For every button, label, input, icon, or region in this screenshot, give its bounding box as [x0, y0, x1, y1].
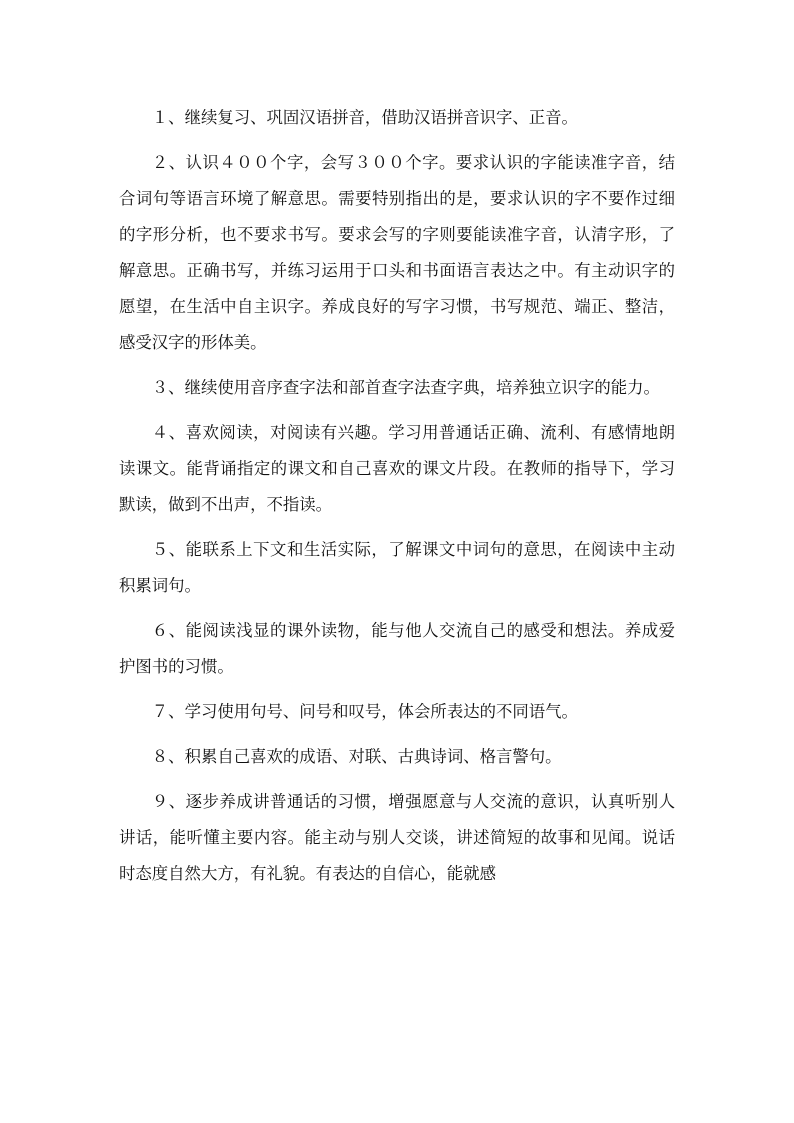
- document-body: [119, 100, 675, 901]
- paragraph-7: ７、学习使用句号、问号和叹号，体会所表达的不同语气。: [151, 702, 578, 721]
- paragraph-2: ２、认识４００个字，会写３００个字。要求认识的字能读准字音，结合词句等语言环境了解意思。需要特别指出的是，要求认识的字不要作过细的字形分析，也不要求书写。要求会写的字则要能读准字音，认清字形，了解意思。正确书写，并练习运用于口头和书面语言表达之中。有主动识字的愿望，在生活中自主识字。养成良好的写字习惯，书写规范、端正、整洁，感受汉字的形体美。: [119, 153, 675, 352]
- paragraph-6: ６、能阅读浅显的课外读物，能与他人交流自己的感受和想法。养成爱护图书的习惯。: [119, 621, 675, 676]
- paragraph-4: ４、喜欢阅读，对阅读有兴趣。学习用普通话正确、流利、有感情地朗读课文。能背诵指定的课文和自己喜欢的课文片段。在教师的指导下，学习默读，做到不出声，不指读。: [119, 423, 675, 514]
- paragraph-9: ９、逐步养成讲普通话的习惯，增强愿意与人交流的意识，认真听别人讲话，能听懂主要内容。能主动与别人交谈，讲述简短的故事和见闻。说话时态度自然大方，有礼貌。有表达的自信心，能就感: [119, 792, 675, 883]
- paragraph-3: ３、继续使用音序查字法和部首查字法查字典，培养独立识字的能力。: [151, 378, 660, 397]
- paragraph-5: ５、能联系上下文和生活实际，了解课文中词句的意思，在阅读中主动积累词句。: [119, 540, 675, 595]
- paragraph-8: ８、积累自己喜欢的成语、对联、古典诗词、格言警句。: [151, 747, 562, 766]
- paragraph-1: １、继续复习、巩固汉语拼音，借助汉语拼音识字、正音。: [151, 108, 578, 127]
